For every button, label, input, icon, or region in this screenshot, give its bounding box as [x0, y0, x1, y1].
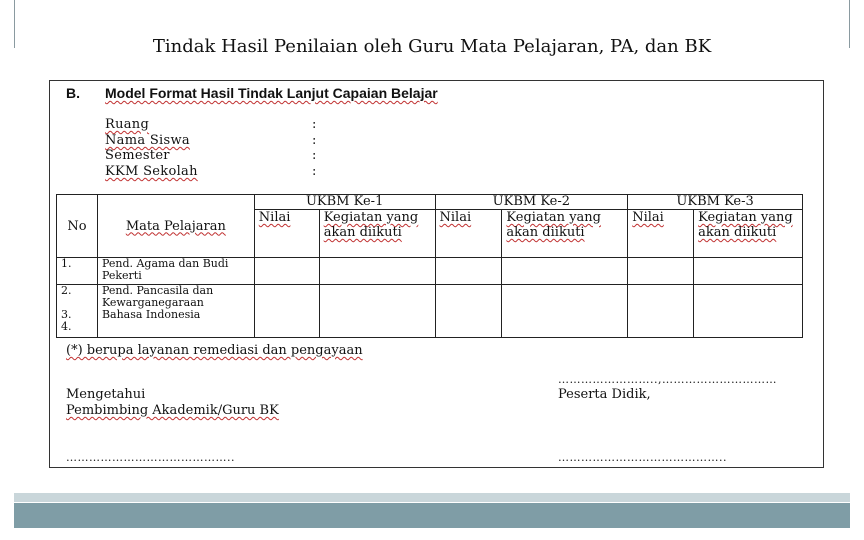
- header-ukbm-1: UKBM Ke-1: [254, 195, 435, 210]
- table-cell: [435, 285, 502, 338]
- row-no: 2. 3. 4.: [57, 285, 98, 338]
- subheader-kegiatan: Kegiatan yang akan diikuti: [694, 210, 803, 258]
- subheader-nilai: Nilai: [628, 210, 694, 258]
- header-mata-pelajaran: Mata Pelajaran: [97, 195, 254, 258]
- field-colon: :: [312, 148, 317, 163]
- section-letter: B.: [66, 85, 80, 101]
- sign-left-label: Mengetahui: [66, 387, 146, 402]
- header-ukbm-3: UKBM Ke-3: [628, 195, 803, 210]
- field-label-semester: Semester: [105, 148, 170, 163]
- field-colon: :: [312, 117, 317, 132]
- subheader-nilai: Nilai: [254, 210, 319, 258]
- header-ukbm-2: UKBM Ke-2: [435, 195, 628, 210]
- slide-title: Tindak Hasil Penilaian oleh Guru Mata Pelajaran, PA, dan BK: [152, 36, 712, 57]
- footer-band-dark: [14, 503, 850, 528]
- row-no: 1.: [57, 258, 98, 285]
- document-image: [49, 80, 824, 468]
- table-row: [57, 285, 803, 338]
- table-header-row: [57, 195, 803, 210]
- signature-line-right: ……………………………………..: [558, 451, 727, 464]
- footnote: (*) berupa layanan remediasi dan pengayaan: [66, 343, 363, 358]
- field-label-ruang: Ruang: [105, 117, 150, 132]
- result-table: [56, 194, 803, 338]
- table-row: [57, 258, 803, 285]
- footer-band-light: [14, 493, 850, 502]
- subheader-kegiatan: Kegiatan yang akan diikuti: [502, 210, 628, 258]
- field-colon: :: [312, 164, 317, 179]
- table-cell: [319, 258, 435, 285]
- table-cell: [254, 285, 319, 338]
- table-cell: [502, 258, 628, 285]
- subheader-kegiatan: Kegiatan yang akan diikuti: [319, 210, 435, 258]
- table-cell: [628, 258, 694, 285]
- row-mapel: Pend. Pancasila dan Kewarganegaraan Bahasa Indonesia: [97, 285, 254, 338]
- table-cell: [694, 258, 803, 285]
- place-date-line: ……………………..,…………………………: [558, 373, 777, 386]
- table-cell: [435, 258, 502, 285]
- section-title: Model Format Hasil Tindak Lanjut Capaian Belajar: [105, 85, 438, 101]
- sign-right-label: Peserta Didik,: [558, 387, 651, 402]
- field-label-nama-siswa: Nama Siswa: [105, 133, 190, 148]
- table-cell: [694, 285, 803, 338]
- signature-line-left: ……………………………………..: [66, 451, 235, 464]
- header-no: No: [57, 195, 98, 258]
- table-cell: [502, 285, 628, 338]
- table-cell: [254, 258, 319, 285]
- subheader-nilai: Nilai: [435, 210, 502, 258]
- table-cell: [628, 285, 694, 338]
- table-cell: [319, 285, 435, 338]
- sign-left-role: Pembimbing Akademik/Guru BK: [66, 403, 279, 418]
- field-label-kkm-sekolah: KKM Sekolah: [105, 164, 198, 179]
- field-colon: :: [312, 133, 317, 148]
- row-mapel: Pend. Agama dan Budi Pekerti: [97, 258, 254, 285]
